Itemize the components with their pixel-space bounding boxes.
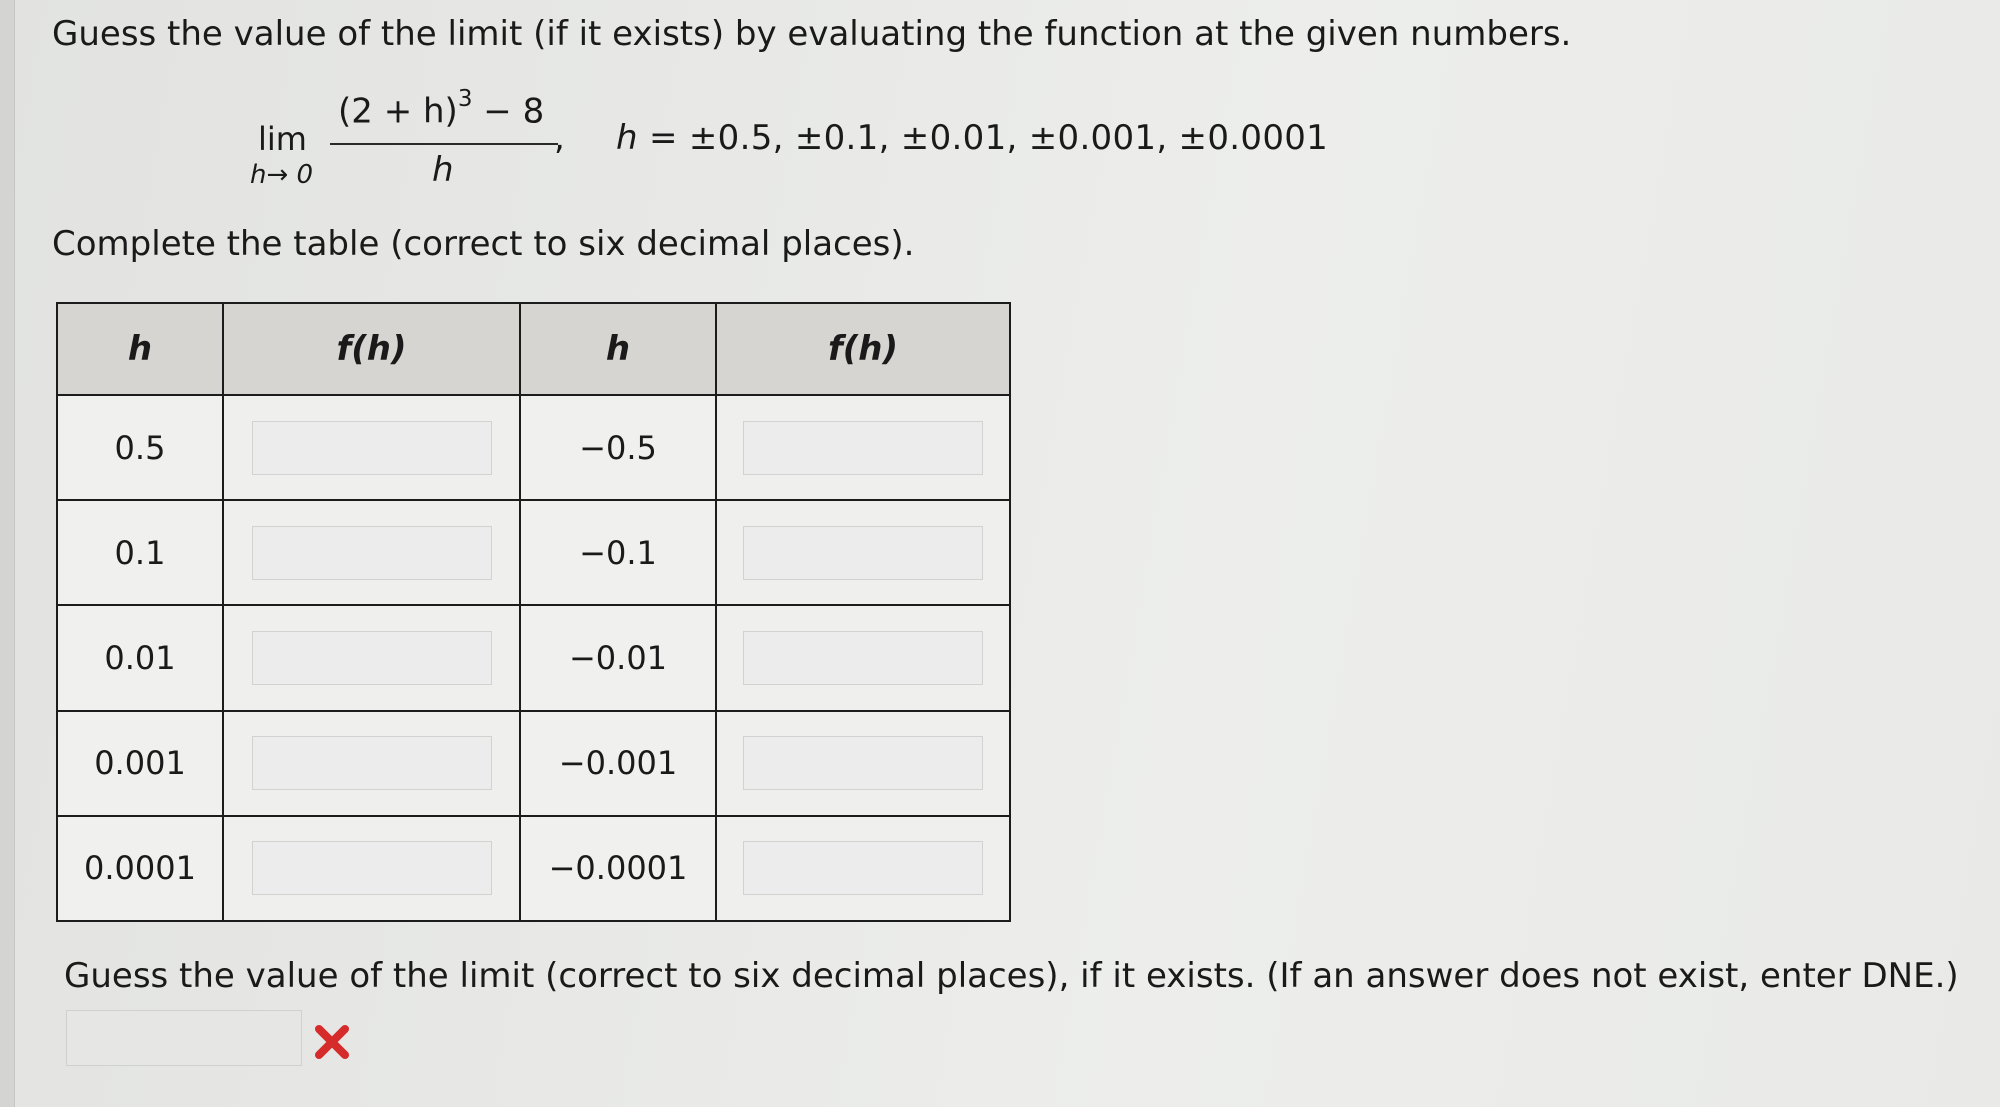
fh-positive-cell [223, 816, 520, 921]
lim-subscript: h→ 0 [250, 160, 314, 190]
limit-guess-prompt: Guess the value of the limit (correct to six decimal places), if it exists. (If an answer does not exist, enter DNE.) [64, 956, 1959, 996]
fh-negative-cell [716, 605, 1010, 710]
numerator-tail: − 8 [472, 91, 545, 132]
fh-positive-input[interactable] [252, 526, 492, 580]
header-h-positive: h [57, 303, 223, 395]
lim-word: lim [258, 120, 307, 158]
fh-positive-cell [223, 500, 520, 605]
fh-positive-input[interactable] [252, 421, 492, 475]
table-header-row [57, 303, 1010, 395]
table-row [57, 711, 1010, 816]
fh-positive-input[interactable] [252, 631, 492, 685]
fh-negative-cell [716, 395, 1010, 500]
header-h-negative: h [520, 303, 716, 395]
fh-positive-cell [223, 395, 520, 500]
header-fh-negative: f(h) [716, 303, 1010, 395]
h-negative-cell: −0.5 [520, 395, 716, 500]
table-row [57, 605, 1010, 710]
h-positive-cell: 0.1 [57, 500, 223, 605]
limit-formula [250, 86, 1350, 200]
h-positive-cell: 0.01 [57, 605, 223, 710]
h-variable: h [616, 118, 638, 158]
limit-answer-input[interactable] [66, 1010, 302, 1066]
h-values-text: = ±0.5, ±0.1, ±0.01, ±0.001, ±0.0001 [637, 118, 1329, 158]
table-prompt: Complete the table (correct to six decimal places). [52, 224, 915, 264]
fh-positive-input[interactable] [252, 736, 492, 790]
fraction-denominator: h [432, 150, 454, 190]
header-fh-positive: f(h) [223, 303, 520, 395]
fraction-numerator [338, 86, 545, 132]
values-table [56, 302, 1011, 922]
table-row [57, 395, 1010, 500]
h-negative-cell: −0.001 [520, 711, 716, 816]
fraction-bar [330, 143, 558, 145]
h-negative-cell: −0.1 [520, 500, 716, 605]
fh-negative-cell [716, 816, 1010, 921]
fh-positive-cell [223, 711, 520, 816]
fh-negative-input[interactable] [743, 631, 983, 685]
fh-negative-input[interactable] [743, 736, 983, 790]
fh-negative-input[interactable] [743, 526, 983, 580]
question-instruction: Guess the value of the limit (if it exists) by evaluating the function at the given numbers. [52, 14, 1572, 54]
table-row [57, 816, 1010, 921]
fh-positive-input[interactable] [252, 841, 492, 895]
numerator-exponent: 3 [457, 86, 473, 112]
h-positive-cell: 0.0001 [57, 816, 223, 921]
h-negative-cell: −0.0001 [520, 816, 716, 921]
formula-comma: , [554, 118, 565, 158]
fh-negative-cell [716, 711, 1010, 816]
numerator-base: (2 + h) [338, 91, 458, 132]
h-values-list [616, 118, 1328, 158]
h-positive-cell: 0.5 [57, 395, 223, 500]
incorrect-x-icon [312, 1022, 352, 1062]
fh-positive-cell [223, 605, 520, 710]
left-border-strip [0, 0, 15, 1107]
values-table-container [56, 302, 1009, 922]
h-positive-cell: 0.001 [57, 711, 223, 816]
fh-negative-input[interactable] [743, 841, 983, 895]
fh-negative-input[interactable] [743, 421, 983, 475]
h-negative-cell: −0.01 [520, 605, 716, 710]
fh-negative-cell [716, 500, 1010, 605]
table-row [57, 500, 1010, 605]
